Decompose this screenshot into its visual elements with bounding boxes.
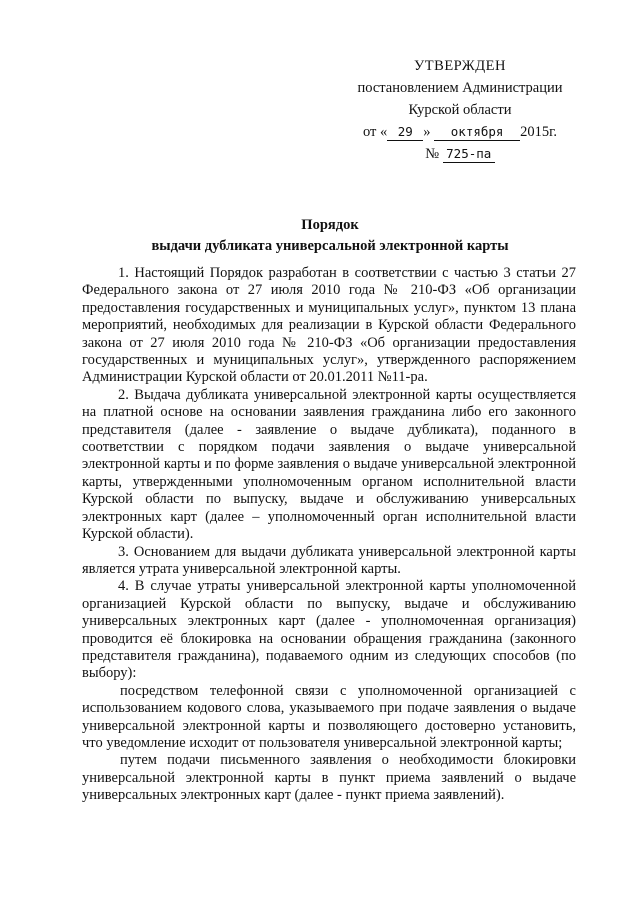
number-prefix: № xyxy=(425,146,440,162)
title-line-2: выдачи дубликата универсальной электронной карты xyxy=(151,238,509,254)
number-value: 725-па xyxy=(443,146,495,163)
paragraph-4: 4. В случае утраты универсальной электронной карты уполномоченной организацией Курской области по выпуску, выдаче и обслуживанию универсальных электронных карт (далее - уполномоченная организация) проводится её блокировка на основании обращения гражданина (законного представителя гражданина), подаваемого одним из следующих способов (по выбору): xyxy=(82,578,576,682)
document-body xyxy=(82,265,576,805)
document-title xyxy=(70,215,590,257)
approval-region: Курской области xyxy=(408,102,512,118)
paragraph-4-option-phone: посредством телефонной связи с уполномоченной организацией с использованием кодового слова, указываемого при подаче заявления о выдаче универсальной электронной карты и позволяющего достоверно установить, что уведомление исходит от пользователя универсальной электронной карты; xyxy=(82,682,576,751)
date-year: 2015г. xyxy=(520,124,558,140)
title-line-1: Порядок xyxy=(301,217,359,233)
date-prefix: от « xyxy=(362,124,388,140)
paragraph-1: 1. Настоящий Порядок разработан в соответствии с частью 3 статьи 27 Федерального закона от 27 июля 2010 года № 210-ФЗ «Об организации предоставления государственных и муниципальных услуг», пунктом 13 плана мероприятий, необходимых для реализации в Курской области Федерального закона от 27 июля 2010 года № 210-ФЗ «Об организации предоставления государственных и муниципальных услуг», утвержденного распоряжением Администрации Курской области от 20.01.2011 №11-ра. xyxy=(82,265,576,386)
approval-authority: постановлением Администрации xyxy=(357,80,563,96)
paragraph-2: 2. Выдача дубликата универсальной электронной карты осуществляется на платной основе на основании заявления гражданина либо его законного представителя (далее - заявление о выдаче дубликата), поданного в соответствии с порядком подачи заявления о выдаче универсальной электронной карты и по форме заявления о выдаче универсальной электронной карты, утвержденными уполномоченным органом исполнительной власти Курской области по выпуску, выдаче и обслуживанию универсальных электронных карт (далее – уполномоченный орган исполнительной власти Курской области). xyxy=(82,386,576,543)
date-mid: » xyxy=(423,124,431,140)
date-month: октября xyxy=(434,124,520,141)
paragraph-4-option-written: путем подачи письменного заявления о необходимости блокировки универсальной электронной карты в пункт приема заявлений о выдаче универсальных электронных карт (далее - пункт приема заявлений). xyxy=(82,752,576,804)
approval-number xyxy=(330,143,590,165)
approval-heading: УТВЕРЖДЕН xyxy=(414,58,506,74)
paragraph-3: 3. Основанием для выдачи дубликата универсальной электронной карты является утрата универсальной электронной карты. xyxy=(82,543,576,577)
approval-date xyxy=(330,121,590,143)
approval-block xyxy=(330,55,590,165)
date-day: 29 xyxy=(387,124,423,141)
